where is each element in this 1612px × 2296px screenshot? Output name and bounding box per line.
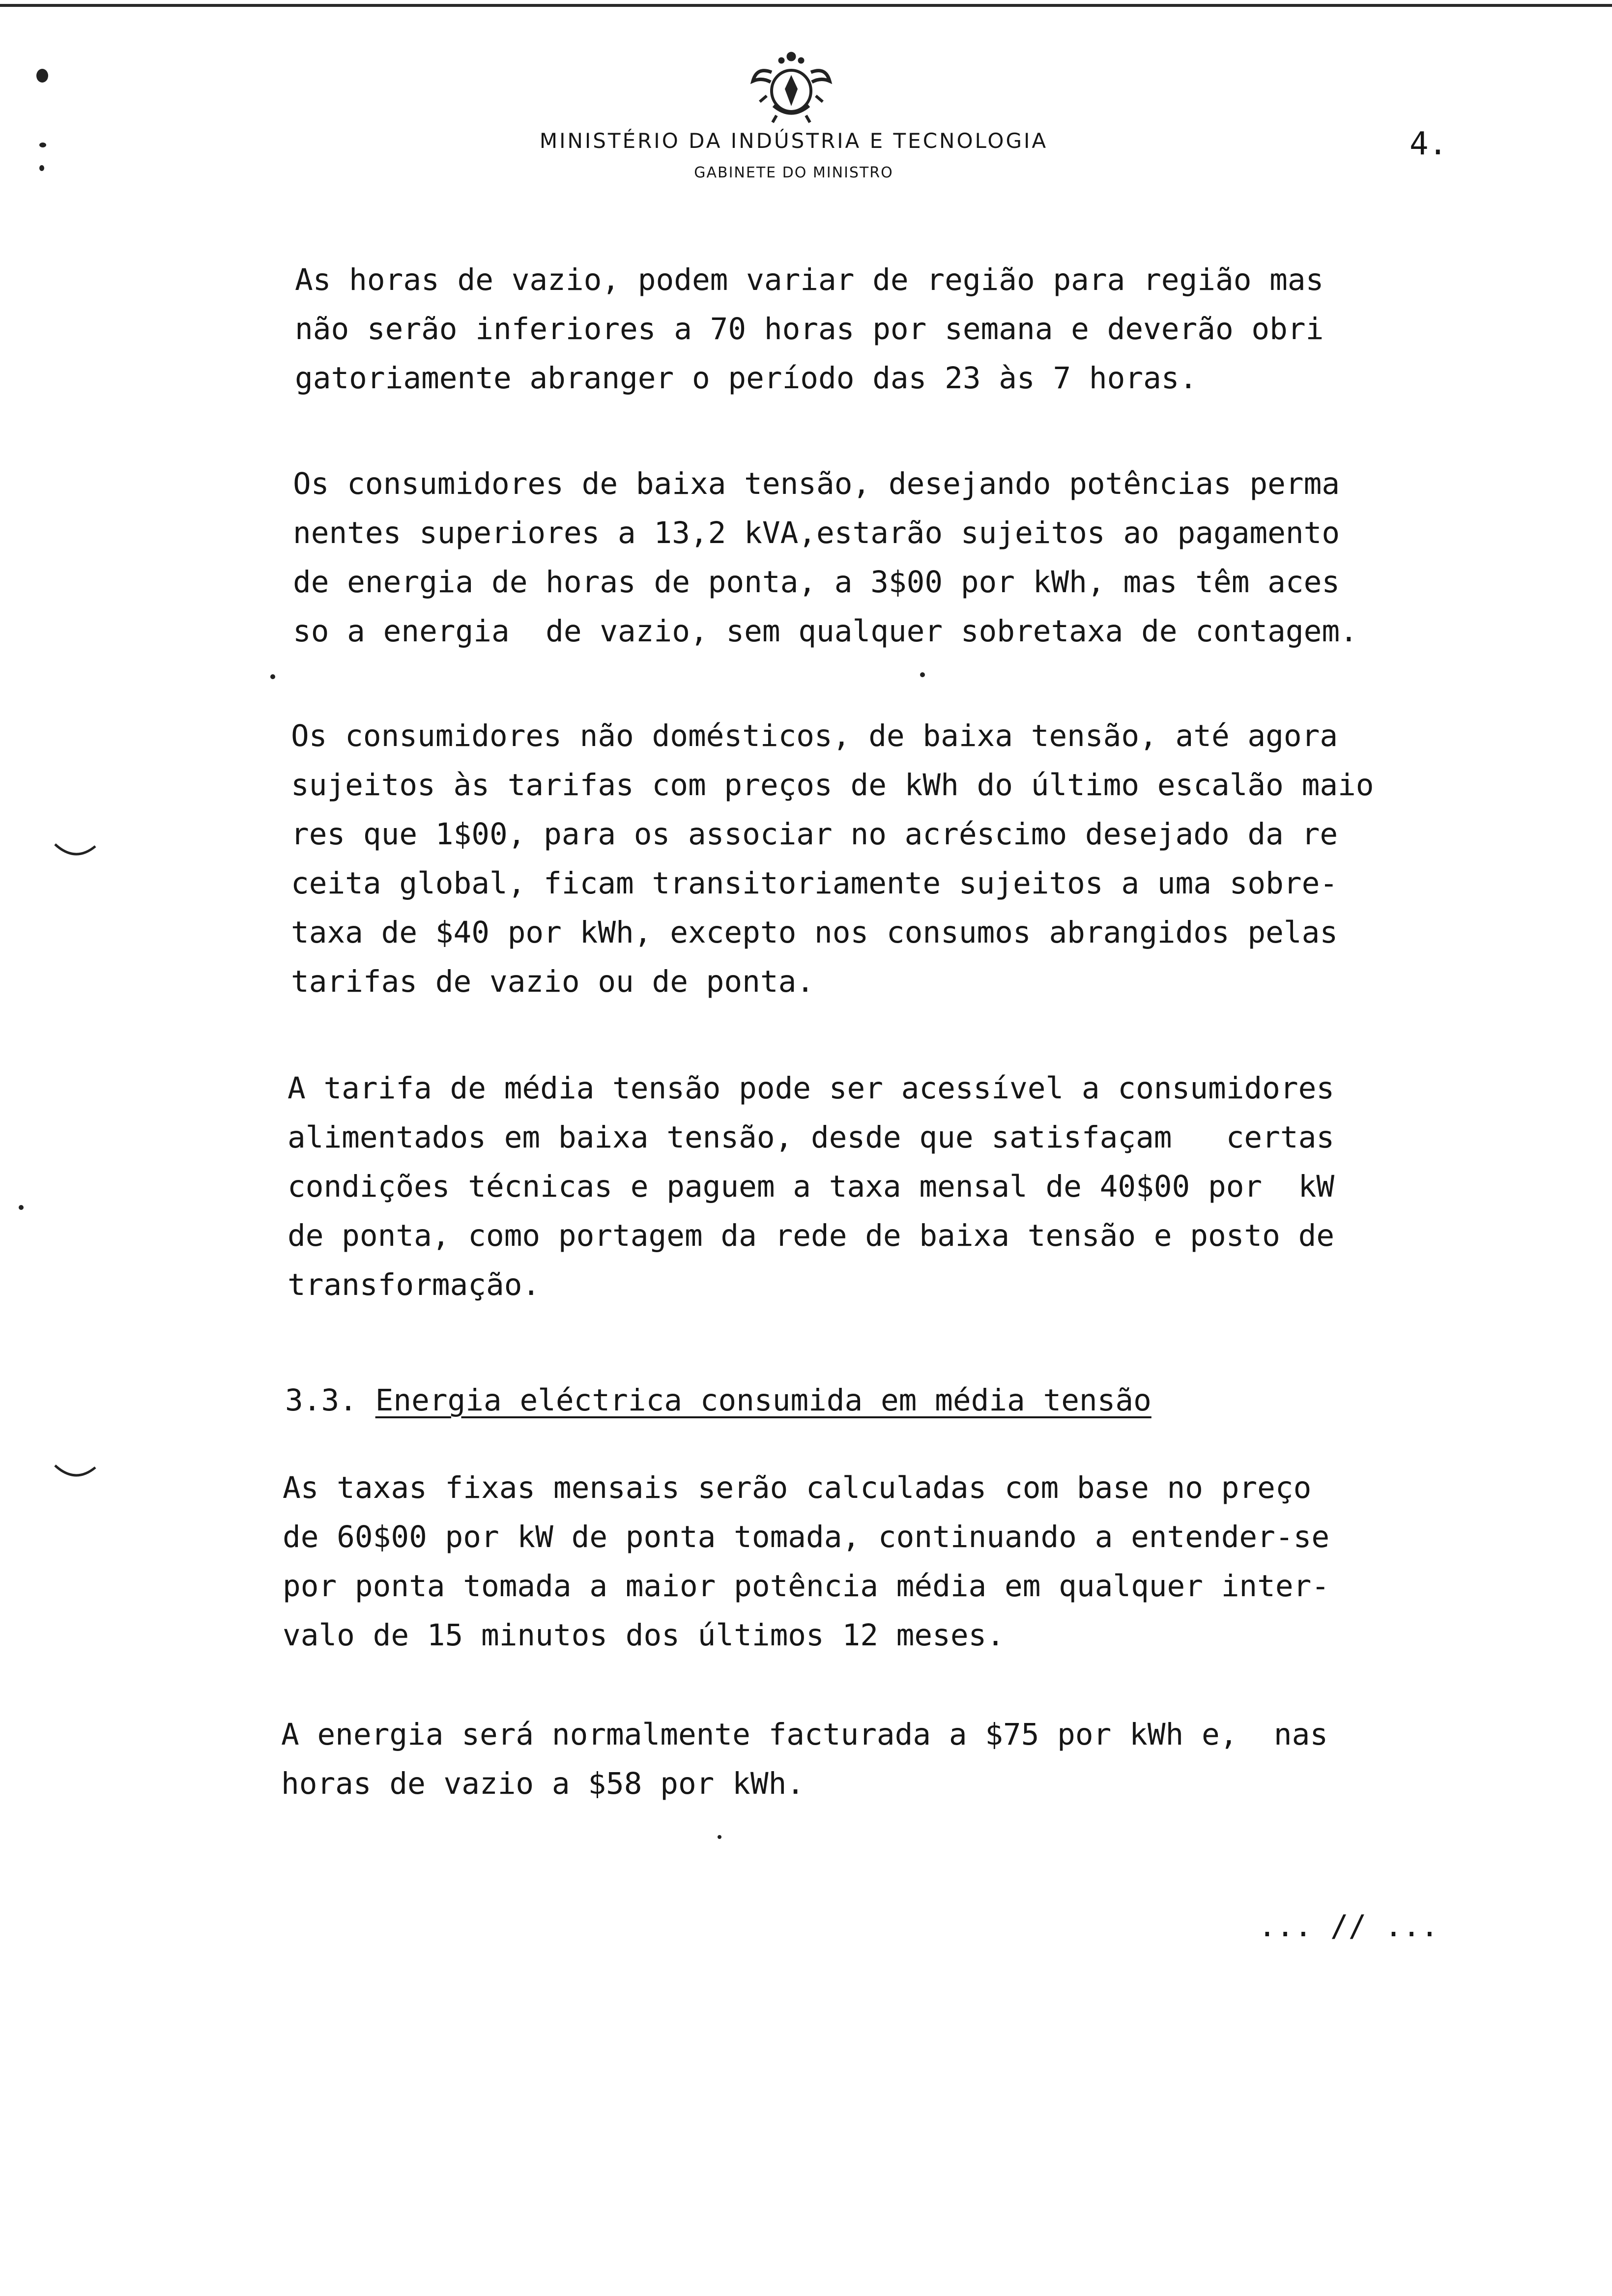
section-title: Energia eléctrica consumida em média tensão: [375, 1383, 1151, 1418]
continuation-mark: ... // ...: [1258, 1909, 1439, 1944]
paragraph-fixed-monthly-fees: As taxas fixas mensais serão calculadas com base no preço de 60$00 por kW de ponta tomada, continuando a entender-se por ponta tomada a maior potência média em qualquer inter- valo de 15 minutos dos últimos 12 meses.: [283, 1470, 1330, 1653]
scan-speck: [19, 1205, 24, 1210]
scan-margin-arc: [53, 1463, 97, 1482]
cabinet-name: GABINETE DO MINISTRO: [694, 164, 893, 181]
paragraph-off-peak-hours: As horas de vazio, podem variar de região para região mas não serão inferiores a 70 horas por semana e deverão obri gatoriamente abranger o período das 23 às 7 horas.: [295, 262, 1324, 396]
ministry-name: MINISTÉRIO DA INDÚSTRIA E TECNOLOGIA: [539, 129, 1048, 153]
scan-speck: [39, 143, 46, 147]
scan-speck: [718, 1835, 721, 1839]
page-number: 4.: [1410, 126, 1448, 162]
paragraph-low-voltage-consumers: Os consumidores de baixa tensão, desejando potências perma nentes superiores a 13,2 kVA,estarão sujeitos ao pagamento de energia de horas de ponta, a 3$00 por kWh, mas têm aces so a energia de vazio, sem qualquer sobretaxa de contagem.: [293, 466, 1358, 649]
scan-margin-arc: [53, 841, 97, 861]
scan-speck: [920, 672, 925, 677]
paragraph-medium-voltage-tariff: A tarifa de média tensão pode ser acessível a consumidores alimentados em baixa tensão, desde que satisfaçam certas condições técnicas e paguem a taxa mensal de 40$00 por kW de ponta, como portagem da rede de baixa tensão e posto de transformação.: [288, 1071, 1335, 1302]
section-number: 3.3.: [285, 1383, 357, 1418]
section-heading: [285, 1376, 1151, 1425]
paragraph-energy-billing: A energia será normalmente facturada a $75 por kWh e, nas horas de vazio a $58 por kWh.: [281, 1717, 1328, 1801]
paragraph-non-domestic-consumers: Os consumidores não domésticos, de baixa tensão, até agora sujeitos às tarifas com preços de kWh do último escalão maio res que 1$00, para os associar no acréscimo desejado da re ceita global, ficam transitoriamente sujeitos a uma sobre- taxa de $40 por kWh, excepto nos consumos abrangidos pelas tarifas de vazio ou de ponta.: [291, 718, 1374, 999]
scan-top-border: [0, 4, 1612, 7]
scan-speck: [270, 674, 275, 679]
scan-speck: [36, 69, 48, 83]
scan-speck: [39, 165, 44, 171]
coat-of-arms-icon: [742, 47, 840, 125]
